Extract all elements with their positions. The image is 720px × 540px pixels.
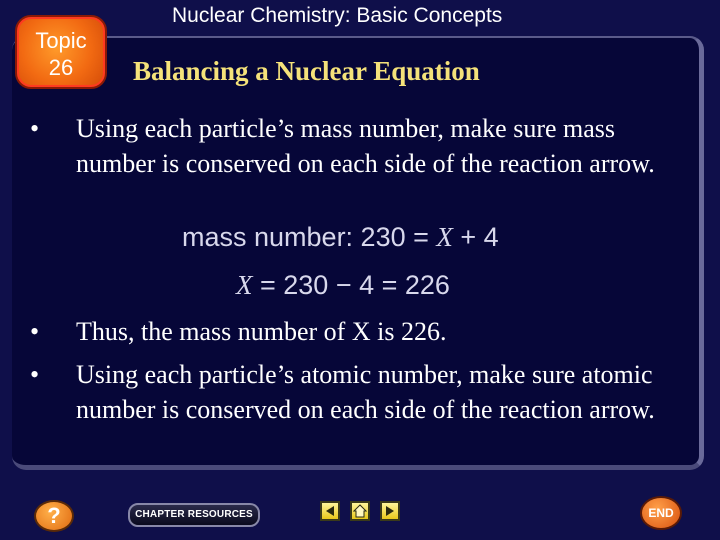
bullet-text: Using each particle’s mass number, make sure mass number is conserved on each side of the reaction arrow. xyxy=(76,114,655,178)
chapter-resources-button[interactable]: CHAPTER RESOURCES xyxy=(128,503,260,527)
slide-title: Balancing a Nuclear Equation xyxy=(133,56,480,86)
topic-number: 26 xyxy=(48,55,74,80)
previous-button[interactable] xyxy=(320,501,340,521)
end-button[interactable]: END xyxy=(640,496,682,530)
mass-equation-prefix: mass number: 230 = xyxy=(182,222,437,252)
home-button[interactable] xyxy=(350,501,370,521)
home-icon xyxy=(353,504,367,518)
help-button[interactable]: ? xyxy=(34,500,74,532)
solution-expression: = 230 − 4 = 226 xyxy=(252,270,450,300)
bullet-dot: • xyxy=(30,317,40,346)
mass-equation-suffix: + 4 xyxy=(452,222,499,252)
solution-variable: X xyxy=(236,270,253,300)
mass-solution-equation xyxy=(236,270,450,301)
bullet-dot: • xyxy=(30,114,40,143)
bullet-text: Thus, the mass number of X is 226. xyxy=(76,317,447,346)
next-button[interactable] xyxy=(380,501,400,521)
bullet-item xyxy=(30,111,690,181)
bullet-item xyxy=(30,357,690,427)
header-title: Nuclear Chemistry: Basic Concepts xyxy=(172,4,503,27)
topic-label: Topic xyxy=(35,28,87,53)
previous-arrow-icon xyxy=(323,504,337,518)
mass-equation-variable: X xyxy=(436,222,453,252)
bullet-text: Using each particle’s atomic number, make sure atomic number is conserved on each side of the reaction arrow. xyxy=(76,360,655,424)
topic-badge xyxy=(15,15,107,89)
bullet-dot: • xyxy=(30,360,40,389)
mass-equation xyxy=(182,222,499,253)
next-arrow-icon xyxy=(383,504,397,518)
bullet-item xyxy=(30,314,690,349)
